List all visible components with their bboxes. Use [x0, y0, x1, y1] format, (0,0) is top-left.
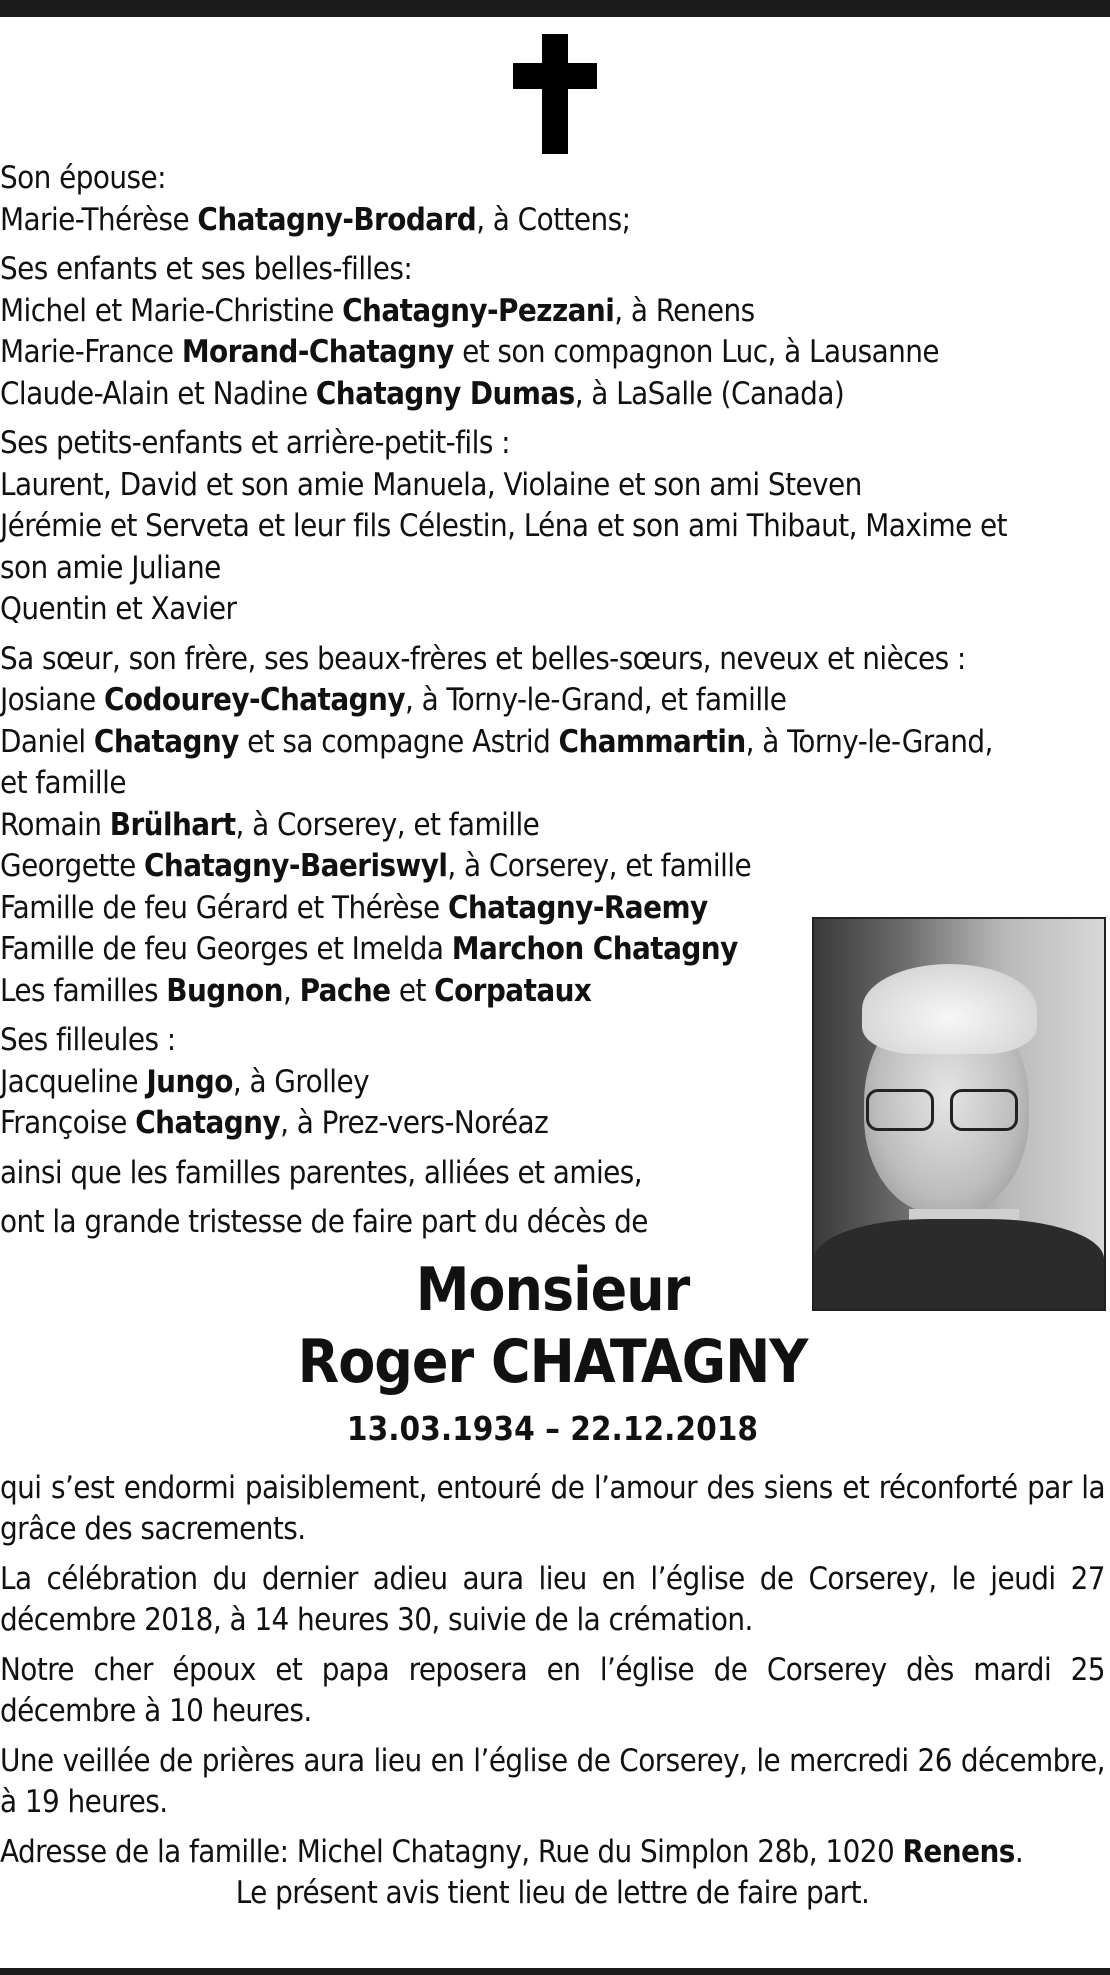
deceased-block [0, 1254, 1105, 1454]
family-line-text: , à Torny-le-Grand, [745, 723, 993, 760]
family-line-text: Les familles [0, 972, 167, 1009]
family-line-text: , [282, 972, 300, 1009]
family-line [0, 200, 1105, 242]
family-line-text: Daniel [0, 723, 94, 760]
family-name-bold: Morand-Chatagny [181, 334, 454, 370]
family-line [0, 589, 1105, 631]
family-line [0, 722, 1105, 764]
family-line-text: , à Grolley [232, 1063, 370, 1100]
family-line-text: ont la grande tristesse de faire part du décès de [0, 1204, 648, 1240]
family-line [0, 249, 1105, 291]
paragraph: Une veillée de prières aura lieu en l’église de Corserey, le mercredi 26 décembre, à 19 heures. [0, 1742, 1105, 1820]
family-line-text: , à Corserey, et famille [447, 848, 752, 884]
cross-icon [513, 34, 597, 154]
family-line [0, 465, 1105, 507]
family-line-text: Claude-Alain et Nadine [0, 375, 316, 412]
address-city: Renens [902, 1833, 1015, 1870]
family-line-text: Jérémie et Serveta et leur fils Célestin, Léna et son ami Thibaut, Maxime et [0, 508, 1007, 544]
family-line [0, 1103, 1105, 1145]
family-name-bold: Chatagny Dumas [315, 375, 575, 412]
family-line [0, 1062, 1105, 1104]
family-line-text: Famille de feu Gérard et Thérèse [0, 889, 448, 926]
family-name-bold: Chatagny-Pezzani [342, 292, 615, 329]
family-line [0, 506, 1105, 548]
family-line [0, 1153, 1105, 1195]
family-line [0, 374, 1105, 416]
family-line [0, 680, 1105, 722]
family-line-text: , à Prez-vers-Noréaz [280, 1105, 549, 1141]
family-line-text: , à LaSalle (Canada) [574, 375, 845, 412]
family-line-text: Sa sœur, son frère, ses beaux-frères et belles-sœurs, neveux et nièces : [0, 640, 966, 677]
family-name-bold: Chatagny [135, 1105, 281, 1141]
family-line-text: Marie-Thérèse [0, 201, 198, 238]
obituary-content [0, 158, 1105, 1915]
deceased-name: Roger CHATAGNY [297, 1326, 808, 1397]
family-name-bold: Chatagny-Baeriswyl [144, 848, 448, 884]
family-line-text: Quentin et Xavier [0, 591, 237, 627]
family-line-text: Ses petits-enfants et arrière-petit-fils : [0, 425, 510, 461]
family-line-text: et son compagnon Luc, à Lausanne [453, 334, 940, 370]
family-line [0, 1020, 1105, 1062]
family-name-bold: Bugnon [166, 972, 283, 1009]
family-line-text: et [390, 972, 435, 1009]
address-text: Adresse de la famille: Michel Chatagny, Rue du Simplon 28b, 1020 [0, 1833, 903, 1870]
family-address [0, 1832, 1105, 1874]
family-name-bold: Codourey-Chatagny [103, 682, 405, 718]
family-line-text: , à Torny-le-Grand, et famille [404, 682, 787, 718]
family-line-text: , à Corserey, et famille [235, 806, 540, 843]
family-line-text: , à Renens [614, 292, 755, 329]
family-line-text: Son épouse: [0, 160, 166, 196]
family-line-text: Famille de feu Georges et Imelda [0, 931, 452, 967]
family-line-text: Françoise [0, 1105, 136, 1141]
family-line [0, 805, 1105, 847]
paragraph: qui s’est endormi paisiblement, entouré de l’amour des siens et réconforté par la grâce des sacrements. [0, 1469, 1105, 1547]
family-line [0, 1202, 1105, 1244]
family-line [0, 548, 1105, 590]
bottom-rule [0, 1968, 1110, 1975]
deceased-dates: 13.03.1934 – 22.12.2018 [346, 1408, 759, 1448]
family-line-text: Ses filleules : [0, 1022, 176, 1058]
family-line-text: Marie-France [0, 334, 182, 370]
family-line [0, 423, 1105, 465]
family-name-bold: Chammartin [558, 723, 746, 760]
family-line [0, 639, 1105, 681]
family-line [0, 158, 1105, 200]
family-line-text: Georgette [0, 848, 145, 884]
family-name-bold: Chatagny-Raemy [447, 889, 708, 926]
family-name-bold: Brülhart [109, 806, 236, 843]
family-line-text: Michel et Marie-Christine [0, 292, 343, 329]
family-line-text: et famille [0, 765, 126, 801]
family-name-bold: Pache [299, 972, 391, 1009]
family-line [0, 929, 1105, 971]
address-suffix: . [1014, 1833, 1024, 1870]
family-line [0, 763, 1105, 805]
family-line [0, 888, 1105, 930]
paragraph: Notre cher époux et papa reposera en l’église de Corserey dès mardi 25 décembre à 10 heures. [0, 1651, 1105, 1729]
family-line-text: Ses enfants et ses belles-filles: [0, 251, 413, 287]
deceased-honorific: Monsieur [415, 1254, 690, 1325]
family-name-bold: Corpataux [434, 972, 592, 1009]
paragraph: La célébration du dernier adieu aura lieu en l’église de Corserey, le jeudi 27 décembre 2018, à 14 heures 30, suivie de la crémation. [0, 1560, 1105, 1638]
family-name-bold: Jungo [146, 1063, 233, 1100]
top-rule [0, 0, 1110, 17]
family-line [0, 291, 1105, 333]
family-name-bold: Marchon Chatagny [451, 931, 738, 967]
family-line-text: Josiane [0, 682, 104, 718]
family-line-text: ainsi que les familles parentes, alliées et amies, [0, 1154, 643, 1191]
family-line [0, 332, 1105, 374]
family-list [0, 158, 1105, 1244]
family-line-text: son amie Juliane [0, 549, 221, 586]
family-line-text: , à Cottens; [476, 201, 631, 238]
family-line [0, 846, 1105, 888]
family-name-bold: Chatagny [93, 723, 239, 760]
family-line-text: Romain [0, 806, 110, 843]
family-line [0, 971, 1105, 1013]
family-line-text: Laurent, David et son amie Manuela, Violaine et son ami Steven [0, 466, 862, 503]
family-name-bold: Chatagny-Brodard [197, 201, 477, 238]
family-line-text: et sa compagne Astrid [238, 723, 559, 760]
family-line-text: Jacqueline [0, 1063, 147, 1100]
closing-note: Le présent avis tient lieu de lettre de faire part. [235, 1875, 870, 1911]
